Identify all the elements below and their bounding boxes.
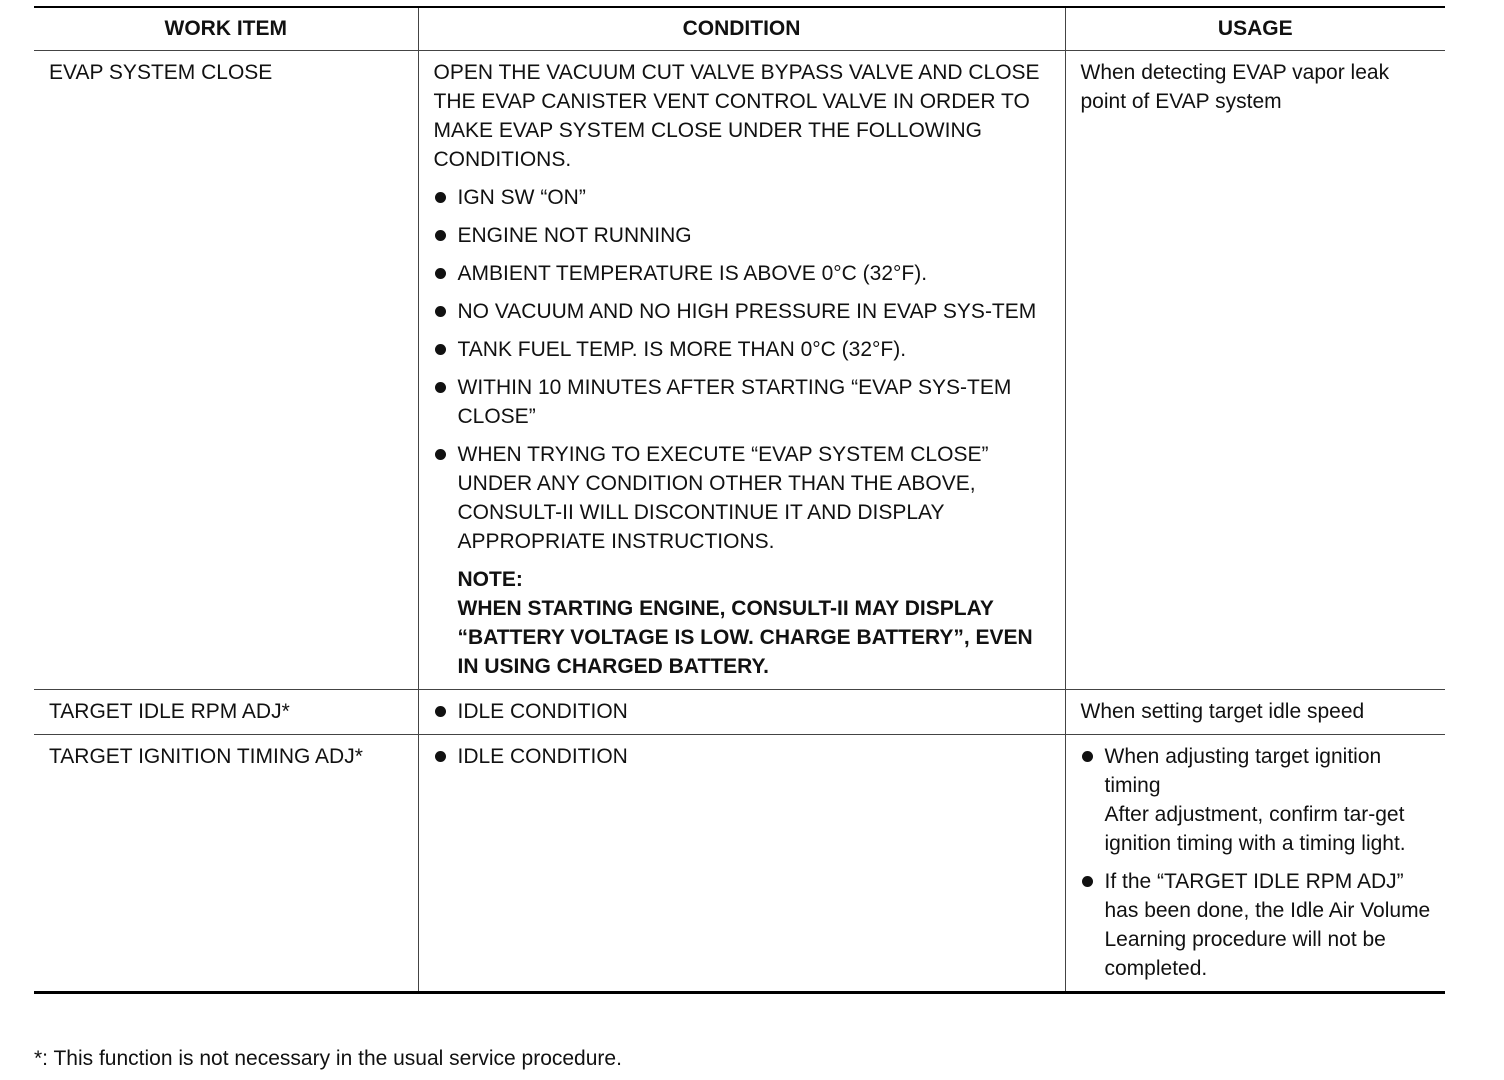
list-item: ENGINE NOT RUNNING — [434, 221, 1055, 250]
list-item: TANK FUEL TEMP. IS MORE THAN 0°C (32°F). — [434, 335, 1055, 364]
list-item: NO VACUUM AND NO HIGH PRESSURE IN EVAP SYS-TEM — [434, 297, 1055, 326]
list-item: AMBIENT TEMPERATURE IS ABOVE 0°C (32°F). — [434, 259, 1055, 288]
bullet-icon — [435, 449, 446, 460]
usage-bullet-title: When adjusting target ignition timing — [1104, 745, 1382, 797]
work-item-text: EVAP SYSTEM CLOSE — [49, 61, 273, 84]
work-item-cell — [34, 690, 418, 735]
table-row — [34, 51, 1445, 690]
list-item: WHEN TRYING TO EXECUTE “EVAP SYSTEM CLOSE” UNDER ANY CONDITION OTHER THAN THE ABOVE, CONSULT-II WILL DISCONTINUE IT AND DISPLAY APPROPRIATE INSTRUCTIONS. — [434, 440, 1055, 556]
usage-text: When detecting EVAP vapor leak point of EVAP system — [1080, 61, 1390, 113]
footnote: *: This function is not necessary in the usual service procedure. — [34, 1047, 622, 1070]
list-item: IDLE CONDITION — [434, 697, 1055, 726]
condition-list — [434, 183, 1055, 556]
bullet-icon — [435, 230, 446, 241]
work-support-table — [34, 6, 1445, 994]
condition-cell — [418, 735, 1065, 993]
list-item: WITHIN 10 MINUTES AFTER STARTING “EVAP SYS-TEM CLOSE” — [434, 373, 1055, 431]
note-label: NOTE: — [457, 568, 523, 591]
usage-bullet-title: If the “TARGET IDLE RPM ADJ” has been done, the Idle Air Volume Learning procedure will not be completed. — [1104, 870, 1431, 980]
condition-cell — [418, 51, 1065, 690]
usage-cell — [1065, 51, 1445, 690]
usage-cell — [1065, 735, 1445, 993]
header-usage: USAGE — [1065, 7, 1445, 51]
bullet-icon — [435, 344, 446, 355]
bullet-icon — [435, 751, 446, 762]
table-row — [34, 735, 1445, 993]
bullet-icon — [435, 382, 446, 393]
condition-cell — [418, 690, 1065, 735]
usage-list — [1081, 742, 1436, 983]
header-condition: CONDITION — [418, 7, 1065, 51]
bullet-icon — [435, 192, 446, 203]
condition-list — [434, 742, 1055, 771]
bullet-icon — [435, 268, 446, 279]
note-block — [434, 565, 1055, 681]
usage-text: When setting target idle speed — [1080, 700, 1365, 723]
bullet-icon — [435, 306, 446, 317]
bullet-icon — [1082, 876, 1093, 887]
list-item: IGN SW “ON” — [434, 183, 1055, 212]
work-item-text: TARGET IDLE RPM ADJ* — [49, 700, 290, 723]
usage-cell — [1065, 690, 1445, 735]
work-item-cell — [34, 51, 418, 690]
condition-list — [434, 697, 1055, 726]
bullet-icon — [435, 706, 446, 717]
condition-intro: OPEN THE VACUUM CUT VALVE BYPASS VALVE AND CLOSE THE EVAP CANISTER VENT CONTROL VALVE IN ORDER TO MAKE EVAP SYSTEM CLOSE UNDER THE FOLLOWING CONDITIONS. — [433, 61, 1040, 171]
bullet-icon — [1082, 751, 1093, 762]
usage-bullet-detail: After adjustment, confirm tar-get ignition timing with a timing light. — [1104, 803, 1406, 855]
table-header-row — [34, 7, 1445, 51]
header-work-item: WORK ITEM — [34, 7, 418, 51]
list-item: IDLE CONDITION — [434, 742, 1055, 771]
list-item — [1081, 742, 1436, 858]
list-item — [1081, 867, 1436, 983]
work-item-cell — [34, 735, 418, 993]
note-text: WHEN STARTING ENGINE, CONSULT-II MAY DISPLAY “BATTERY VOLTAGE IS LOW. CHARGE BATTERY”, EVEN IN USING CHARGED BATTERY. — [457, 597, 1033, 678]
table-row — [34, 690, 1445, 735]
work-item-text: TARGET IGNITION TIMING ADJ* — [49, 745, 363, 768]
